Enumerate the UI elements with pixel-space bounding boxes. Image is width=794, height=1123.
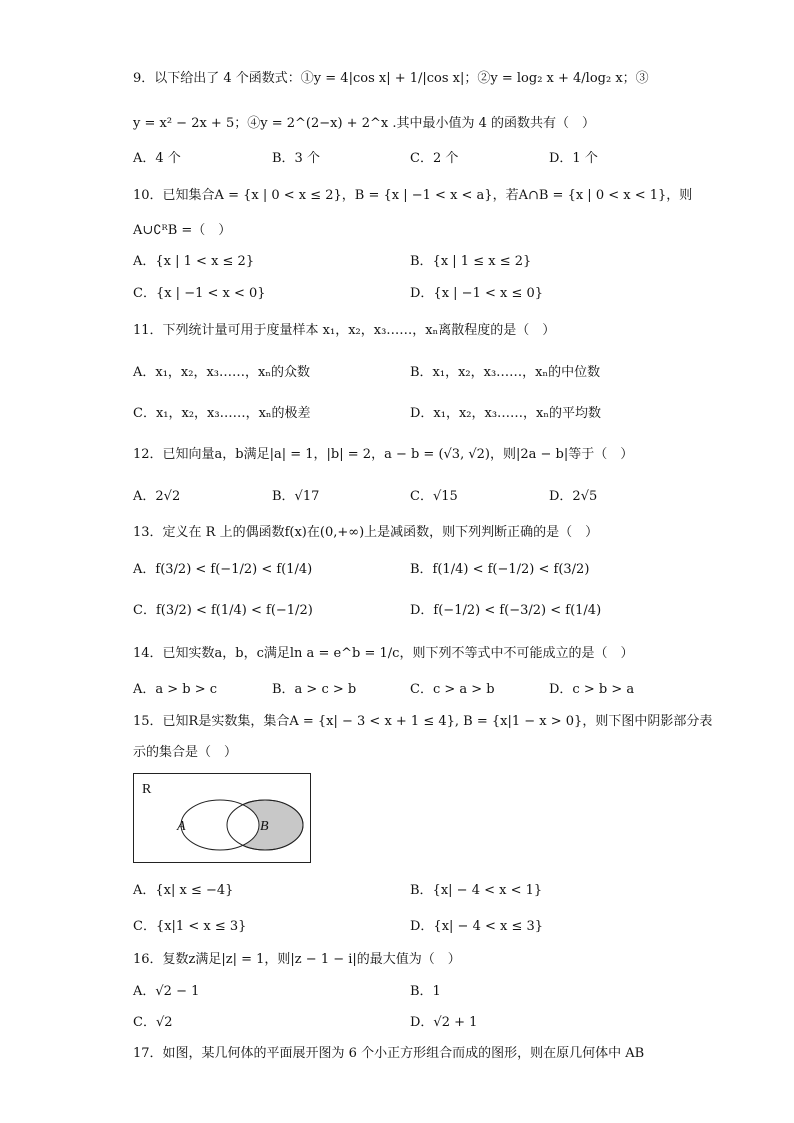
q15-option-b[interactable]: B．{x| − 4 < x < 1} xyxy=(410,883,543,898)
q13-option-b[interactable]: B．f(1/4) < f(−1/2) < f(3/2) xyxy=(410,562,590,577)
q11-option-d[interactable]: D．x₁，x₂，x₃……，xₙ的平均数 xyxy=(410,406,602,421)
q15-option-c[interactable]: C．{x|1 < x ≤ 3} xyxy=(133,919,247,934)
q12-option-c[interactable]: C．√15 xyxy=(410,489,458,504)
q14-option-d[interactable]: D．c > b > a xyxy=(549,682,635,697)
q14-stem: 14．已知实数a，b，c满足ln a = e^b = 1/c，则下列不等式中不可能成立的是（ ） xyxy=(133,646,634,661)
q14-option-a[interactable]: A．a > b > c xyxy=(133,682,218,697)
q9-stem-line2: y = x² − 2x + 5；④y = 2^(2−x) + 2^x .其中最小值为 4 的函数共有（ ） xyxy=(133,116,595,131)
q15-stem-line1: 15．已知R是实数集，集合A = {x| − 3 < x + 1 ≤ 4}, B = {x|1 − x > 0}，则下图中阴影部分表 xyxy=(133,714,713,729)
q10-option-a[interactable]: A．{x | 1 < x ≤ 2} xyxy=(133,254,255,269)
q16-option-a[interactable]: A．√2 − 1 xyxy=(133,984,200,999)
q9-option-d[interactable]: D．1 个 xyxy=(549,151,598,166)
q13-stem: 13．定义在 R 上的偶函数f(x)在(0,+∞)上是减函数，则下列判断正确的是（ ） xyxy=(133,525,599,540)
q11-option-c[interactable]: C．x₁，x₂，x₃……，xₙ的极差 xyxy=(133,406,311,421)
venn-universe-label: R xyxy=(142,782,152,797)
q14-option-b[interactable]: B．a > c > b xyxy=(272,682,357,697)
venn-set-a xyxy=(181,800,259,850)
q12-option-b[interactable]: B．√17 xyxy=(272,489,320,504)
q17-stem: 17．如图，某几何体的平面展开图为 6 个小正方形组合而成的图形，则在原几何体中 AB xyxy=(133,1046,645,1061)
q11-option-b[interactable]: B．x₁，x₂，x₃……，xₙ的中位数 xyxy=(410,365,601,380)
q9-option-b[interactable]: B．3 个 xyxy=(272,151,320,166)
venn-set-b-label: B xyxy=(260,819,269,834)
q9-stem-line1: 9．以下给出了 4 个函数式：①y = 4|cos x| + 1/|cos x|；②y = log₂ x + 4/log₂ x；③ xyxy=(133,71,649,86)
q15-option-d[interactable]: D．{x| − 4 < x ≤ 3} xyxy=(410,919,544,934)
q13-option-c[interactable]: C．f(3/2) < f(1/4) < f(−1/2) xyxy=(133,603,313,618)
q15-option-a[interactable]: A．{x| x ≤ −4} xyxy=(133,883,234,898)
q15-stem-line2: 示的集合是（ ） xyxy=(133,745,238,760)
q11-stem: 11．下列统计量可用于度量样本 x₁，x₂，x₃……，xₙ离散程度的是（ ） xyxy=(133,323,556,338)
q14-option-c[interactable]: C．c > a > b xyxy=(410,682,495,697)
q13-option-d[interactable]: D．f(−1/2) < f(−3/2) < f(1/4) xyxy=(410,603,602,618)
q10-stem-line2: A∪∁ᴿB =（ ） xyxy=(133,223,232,238)
venn-diagram xyxy=(133,773,311,863)
q12-option-d[interactable]: D．2√5 xyxy=(549,489,598,504)
q10-stem-line1: 10．已知集合A = {x | 0 < x ≤ 2}，B = {x | −1 < x < a}，若A∩B = {x | 0 < x < 1}，则 xyxy=(133,188,693,203)
q9-option-c[interactable]: C．2 个 xyxy=(410,151,459,166)
q13-option-a[interactable]: A．f(3/2) < f(−1/2) < f(1/4) xyxy=(133,562,313,577)
venn-set-a-label: A xyxy=(177,819,186,834)
q16-stem: 16．复数z满足|z| = 1，则|z − 1 − i|的最大值为（ ） xyxy=(133,952,461,967)
q12-stem: 12．已知向量a，b满足|a| = 1，|b| = 2，a − b = (√3, √2)，则|2a − b|等于（ ） xyxy=(133,447,634,462)
q11-option-a[interactable]: A．x₁，x₂，x₃……，xₙ的众数 xyxy=(133,365,310,380)
q16-option-c[interactable]: C．√2 xyxy=(133,1015,173,1030)
q16-option-b[interactable]: B．1 xyxy=(410,984,441,999)
q10-option-b[interactable]: B．{x | 1 ≤ x ≤ 2} xyxy=(410,254,532,269)
q10-option-d[interactable]: D．{x | −1 < x ≤ 0} xyxy=(410,286,544,301)
q10-option-c[interactable]: C．{x | −1 < x < 0} xyxy=(133,286,266,301)
q12-option-a[interactable]: A．2√2 xyxy=(133,489,181,504)
q16-option-d[interactable]: D．√2 + 1 xyxy=(410,1015,478,1030)
q9-option-a[interactable]: A．4 个 xyxy=(133,151,181,166)
